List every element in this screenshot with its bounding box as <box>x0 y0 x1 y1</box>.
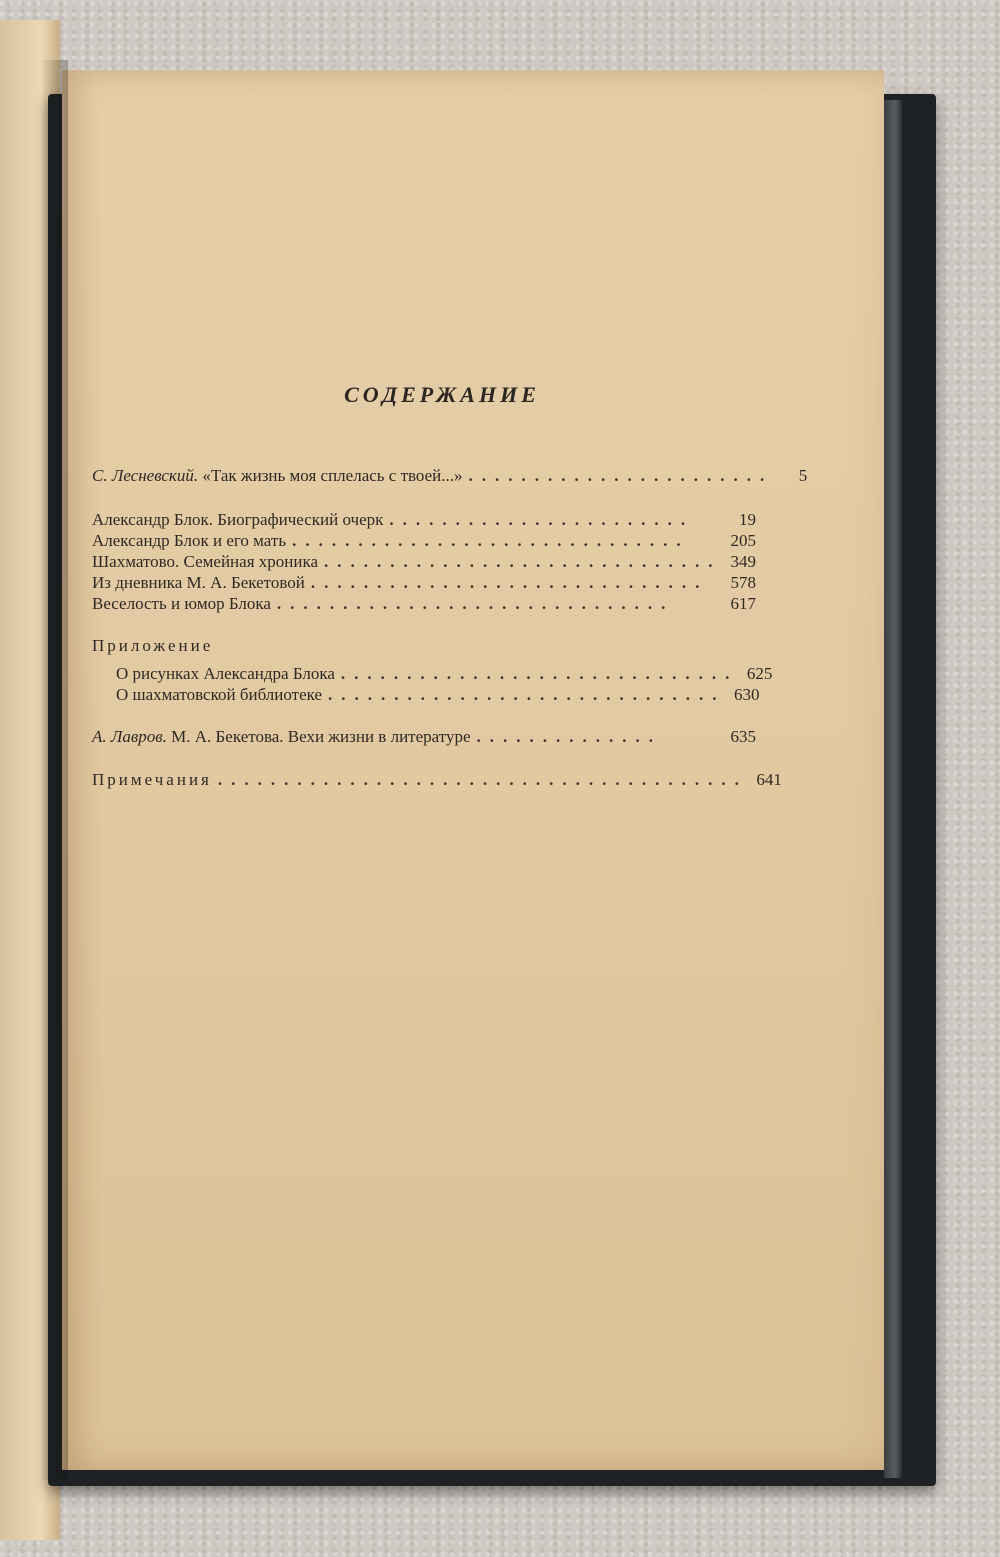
contents-page <box>62 70 884 1470</box>
entry-author: А. Лавров. <box>92 727 167 746</box>
toc-entry <box>92 466 808 486</box>
entry-author: С. Лесневский. <box>92 466 199 485</box>
entry-title: «Так жизнь моя сплелась с твоей...» <box>198 466 463 485</box>
toc-entry <box>92 727 756 747</box>
toc-entry <box>92 510 756 530</box>
page-title: СОДЕРЖАНИЕ <box>344 382 540 407</box>
entry-title: Из дневника М. А. Бекетовой <box>92 573 305 592</box>
gutter-shadow <box>40 60 68 1480</box>
section-title: Приложение <box>92 636 214 655</box>
leader-dots: .............................. <box>310 573 709 592</box>
toc-entry <box>92 770 782 790</box>
leader-dots: .............. <box>476 727 662 746</box>
entry-page: 625 <box>746 664 773 683</box>
leader-dots: .............................. <box>324 552 722 571</box>
cover-spine-edge <box>884 100 902 1478</box>
leader-dots: .............................. <box>292 531 690 550</box>
entry-page: 630 <box>734 685 760 704</box>
entry-title: О шахматовской библиотеке <box>116 685 323 704</box>
entry-title: Александр Блок. Биографический очерк <box>92 510 384 529</box>
leader-dots: ........................................ <box>217 770 748 789</box>
entry-title: Александр Блок и его мать <box>92 531 287 550</box>
entry-page: 641 <box>756 770 782 789</box>
toc-section-heading <box>92 636 756 656</box>
entry-page: 19 <box>739 510 756 529</box>
toc-entry <box>116 685 760 705</box>
toc-entry <box>92 552 756 572</box>
entry-title: М. А. Бекетова. Вехи жизни в литературе <box>166 727 471 746</box>
leader-dots: .............................. <box>340 664 739 683</box>
entry-page: 205 <box>730 531 756 550</box>
entry-title: Примечания <box>92 770 212 789</box>
entry-page: 617 <box>730 594 756 613</box>
entry-page: 349 <box>730 552 756 571</box>
entry-title: О рисунках Александра Блока <box>116 664 335 683</box>
toc-entry <box>92 531 756 551</box>
toc-entry <box>116 664 773 684</box>
entry-page: 5 <box>798 466 808 485</box>
entry-page: 635 <box>730 727 756 746</box>
leader-dots: .............................. <box>276 594 675 613</box>
leader-dots: ....................... <box>468 466 774 485</box>
toc-entry <box>92 594 756 614</box>
entry-page: 578 <box>730 573 756 592</box>
leader-dots: .............................. <box>328 685 726 704</box>
entry-title: Шахматово. Семейная хроника <box>92 552 319 571</box>
leader-dots: ....................... <box>389 510 695 529</box>
entry-title: Веселость и юмор Блока <box>92 594 271 613</box>
toc-entry <box>92 573 756 593</box>
